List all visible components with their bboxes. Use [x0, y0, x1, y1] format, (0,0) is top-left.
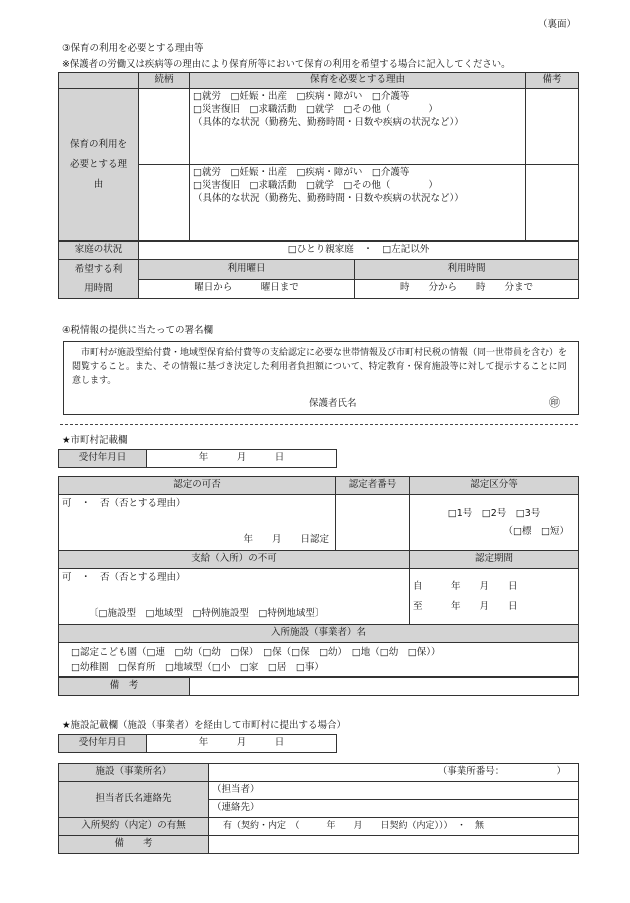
- person-in-charge[interactable]: （担当者）: [209, 782, 579, 800]
- reason-header: 保育を必要とする理由: [190, 73, 526, 89]
- remarks-cell-2[interactable]: [526, 165, 579, 241]
- facility-remarks-value[interactable]: [209, 836, 579, 854]
- relation-cell-2[interactable]: [139, 165, 190, 241]
- consent-text: 市町村が施設型給付費・地域型保育給付費等の支給認定に必要な世帯情報及び市町村民税の情報（同一世帯員を含む）を閲覧すること。また、その情報に基づき決定した利用者負担額について、特定教育・保育施設等に対して提示することに同意します。: [72, 348, 568, 386]
- facility-name-cell[interactable]: [59, 643, 579, 677]
- hours-value[interactable]: 時 分から 時 分まで: [355, 279, 579, 299]
- hours-header: 利用時間: [355, 260, 579, 280]
- category-header: 認定区分等: [410, 477, 579, 495]
- period-to: 至 年 月 日: [413, 600, 518, 612]
- city-received-value[interactable]: 年 月 日: [147, 450, 337, 468]
- city-received-table: [58, 449, 337, 468]
- facility-name-header: 入所施設（事業者）名: [59, 625, 579, 643]
- facility-options-2: □幼稚園 □保育所 □地域型（□小 □家 □居 □事）: [71, 661, 324, 673]
- city-received-label: 受付年月日: [59, 450, 147, 468]
- period-cell[interactable]: [410, 569, 579, 625]
- approval-value: 可 ・ 否（否とする理由）: [62, 498, 186, 509]
- remarks-header: 備考: [526, 73, 579, 89]
- facility-type-options: 〔□施設型 □地域型 □特例施設型 □特例地域型〕: [89, 608, 325, 620]
- relation-header: 続柄: [139, 73, 190, 89]
- period-from: 自 年 月 日: [413, 580, 518, 592]
- family-value[interactable]: □ひとり親家庭 ・ □左記以外: [139, 242, 579, 260]
- approver-header: 認定者番号: [336, 477, 410, 495]
- approver-number-cell[interactable]: [336, 495, 410, 551]
- days-value[interactable]: 曜日から 曜日まで: [139, 279, 355, 299]
- page-side-label: （裏面）: [538, 19, 577, 30]
- section3-note: ※保護者の労働又は疾病等の理由により保育所等において保育の利用を希望する場合に記入してください。: [62, 59, 511, 70]
- approval-header: 認定の可否: [59, 477, 336, 495]
- contact-info[interactable]: （連絡先）: [209, 800, 579, 818]
- family-table: [58, 241, 579, 299]
- contract-label: 入所契約（内定）の有無: [59, 818, 209, 836]
- reason-table: [58, 72, 579, 241]
- category-cell[interactable]: [410, 495, 579, 551]
- days-header: 利用曜日: [139, 260, 355, 280]
- relation-cell-1[interactable]: [139, 89, 190, 165]
- reason-detail-2: （具体的な状況（勤務先、勤務時間・日数や疾病の状況など））: [193, 192, 464, 204]
- cut-line: [60, 424, 578, 425]
- category-line-2: （□標 □短）: [503, 525, 569, 537]
- hope-time-label: 希望する利用時間: [59, 260, 139, 299]
- city-remarks-label: 備 考: [59, 678, 190, 696]
- reason-row-label: 保育の利用を必要とする理由: [59, 89, 139, 241]
- seal-mark: ㊞: [549, 396, 560, 409]
- facility-options-1: □認定こども園（□連 □幼（□幼 □保） □保（□保 □幼） □地（□幼 □保））: [71, 646, 441, 658]
- contact-label: 担当者氏名連絡先: [59, 782, 209, 818]
- guardian-name-label: 保護者氏名: [309, 398, 357, 409]
- section3-title: ③保育の利用を必要とする理由等: [62, 43, 204, 54]
- consent-box: [63, 341, 579, 415]
- facility-section-title: ★施設記載欄（施設（事業者）を経由して市町村に提出する場合）: [62, 720, 347, 731]
- city-section-title: ★市町村記載欄: [62, 435, 128, 446]
- approval-date: 年 月 日認定: [243, 534, 329, 546]
- reason-options-1a: □就労 □妊娠・出産 □疾病・障がい □介護等: [193, 91, 410, 102]
- supply-header: 支給（入所）の不可: [59, 551, 410, 569]
- approval-cell[interactable]: [59, 495, 336, 551]
- section4-title: ④税情報の提供に当たっての署名欄: [62, 325, 214, 336]
- contract-value[interactable]: 有（契約・内定 （ 年 月 日契約（内定））） ・ 無: [209, 818, 579, 836]
- reason-options-1b: □災害復旧 □求職活動 □就学 □その他（ ）: [193, 103, 438, 115]
- facility-name-label: 施設（事業所名）: [59, 764, 209, 782]
- city-remarks-value[interactable]: [190, 678, 579, 696]
- supply-cell[interactable]: [59, 569, 410, 625]
- city-remarks-table: [58, 677, 579, 696]
- facility-received-table: [58, 734, 337, 753]
- period-header: 認定期間: [410, 551, 579, 569]
- remarks-cell-1[interactable]: [526, 89, 579, 165]
- facility-office-number[interactable]: （事業所番号： ）: [209, 764, 579, 782]
- reason-cell-2[interactable]: [190, 165, 526, 241]
- facility-received-label: 受付年月日: [59, 735, 147, 753]
- reason-table-corner: [59, 73, 139, 89]
- facility-table: [58, 763, 579, 854]
- facility-received-value[interactable]: 年 月 日: [147, 735, 337, 753]
- facility-remarks-label: 備 考: [59, 836, 209, 854]
- category-line-1: □1号 □2号 □3号: [447, 507, 541, 519]
- reason-options-2b: □災害復旧 □求職活動 □就学 □その他（ ）: [193, 179, 438, 191]
- reason-cell-1[interactable]: [190, 89, 526, 165]
- reason-options-2a: □就労 □妊娠・出産 □疾病・障がい □介護等: [193, 167, 410, 178]
- reason-detail-1: （具体的な状況（勤務先、勤務時間・日数や疾病の状況など））: [193, 116, 464, 128]
- city-approval-table: [58, 476, 579, 677]
- supply-value: 可 ・ 否（否とする理由）: [62, 572, 186, 583]
- family-label: 家庭の状況: [59, 242, 139, 260]
